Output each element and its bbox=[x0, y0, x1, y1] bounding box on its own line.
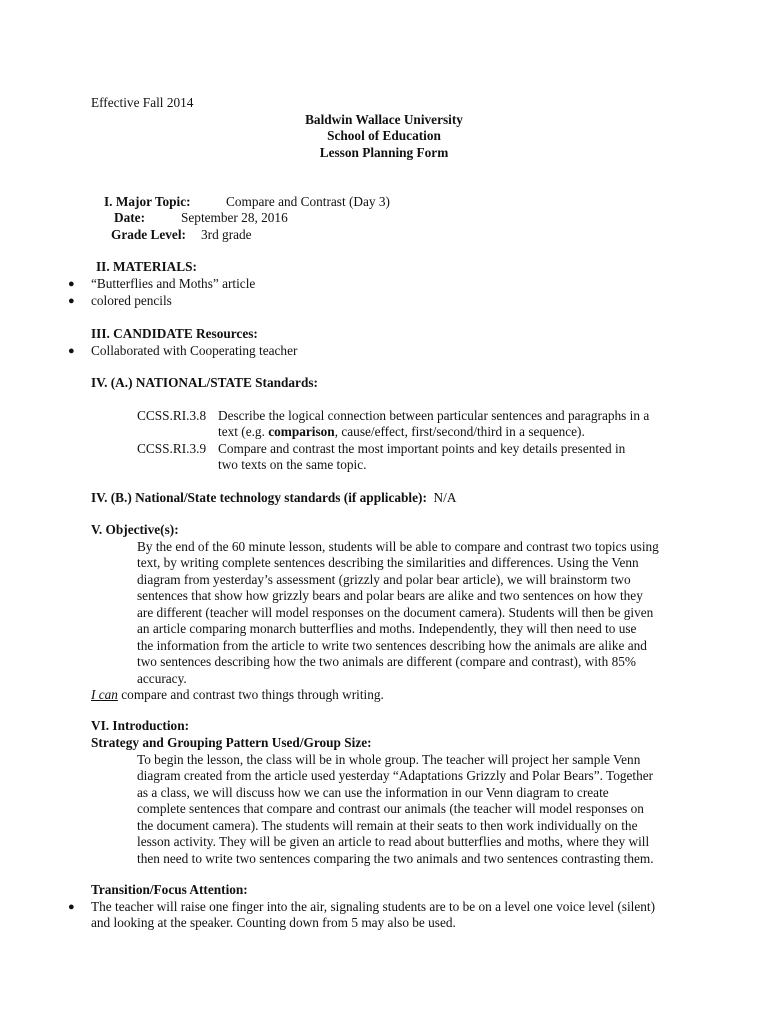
bullet-icon: ● bbox=[68, 345, 75, 357]
objective-line: diagram from yesterday’s assessment (grizzly and polar bear article), we will brainstorm two bbox=[137, 572, 631, 587]
introduction-line: diagram created from the article used yesterday “Adaptations Grizzly and Polar Bears”. Together bbox=[137, 768, 654, 783]
bullet-icon: ● bbox=[68, 278, 75, 290]
i-can-statement bbox=[91, 687, 384, 704]
objective-line: the information from the article to write two sentences describing how the animals are alike and bbox=[137, 638, 647, 653]
standard-code: CCSS.RI.3.8 bbox=[137, 408, 207, 423]
standard-description-line2: two texts on the same topic. bbox=[218, 457, 367, 472]
introduction-line: as a class, we will discuss how we can use the information in our Venn diagram to create bbox=[137, 785, 609, 800]
standard-description: Describe the logical connection between particular sentences and paragraphs in a bbox=[218, 408, 650, 423]
resources-item: Collaborated with Cooperating teacher bbox=[91, 343, 298, 358]
objective-line: text, by writing complete sentences describing the similarities and differences. Using the Venn bbox=[137, 555, 639, 570]
strategy-subheading: Strategy and Grouping Pattern Used/Group Size: bbox=[91, 735, 372, 750]
standard-bold-term: comparison bbox=[268, 424, 335, 439]
transition-heading: Transition/Focus Attention: bbox=[91, 882, 248, 897]
standard-description: Compare and contrast the most important points and key details presented in bbox=[218, 441, 626, 456]
grade-level-label: Grade Level: bbox=[111, 227, 186, 242]
date-label: Date: bbox=[114, 210, 146, 225]
standard-code: CCSS.RI.3.9 bbox=[137, 441, 207, 456]
introduction-line: complete sentences that compare and contrast our animals (the teacher will model responses on bbox=[137, 801, 644, 816]
form-title: Lesson Planning Form bbox=[319, 145, 449, 160]
standard-text: text (e.g. bbox=[218, 424, 269, 439]
standard-text: , cause/effect, first/second/third in a sequence). bbox=[334, 424, 585, 439]
standards-heading: IV. (A.) NATIONAL/STATE Standards: bbox=[91, 375, 318, 390]
transition-line: The teacher will raise one finger into the air, signaling students are to be on a level one voice level (silent) bbox=[91, 899, 656, 914]
materials-item: “Butterflies and Moths” article bbox=[91, 276, 256, 291]
objective-line: two sentences describing how the two animals are different (compare and contrast), with 85% bbox=[137, 654, 636, 669]
objective-line: are different (teacher will model responses on the document camera). Students will then be given bbox=[137, 605, 654, 620]
objective-line: an article comparing monarch butterflies and moths. Independently, they will then need to use bbox=[137, 621, 637, 636]
tech-standards-value: N/A bbox=[433, 490, 457, 505]
resources-heading: III. CANDIDATE Resources: bbox=[91, 326, 258, 341]
i-can-text: compare and contrast two things through writing. bbox=[117, 687, 384, 702]
transition-line: and looking at the speaker. Counting down from 5 may also be used. bbox=[91, 915, 456, 930]
school-name: School of Education bbox=[327, 128, 441, 143]
major-topic-value: Compare and Contrast (Day 3) bbox=[226, 194, 390, 209]
tech-standards bbox=[91, 490, 456, 507]
bullet-icon: ● bbox=[68, 901, 75, 913]
introduction-line: lesson activity. They will be given an article to read about butterflies and moths, where they will bbox=[137, 834, 650, 849]
grade-level-value: 3rd grade bbox=[201, 227, 252, 242]
major-topic-label: I. Major Topic: bbox=[104, 194, 191, 209]
objective-line: By the end of the 60 minute lesson, students will be able to compare and contrast two topics using bbox=[137, 539, 659, 554]
objective-line: accuracy. bbox=[137, 671, 187, 686]
tech-standards-heading: IV. (B.) National/State technology standards (if applicable): bbox=[91, 490, 427, 505]
introduction-heading: VI. Introduction: bbox=[91, 718, 190, 733]
objectives-heading: V. Objective(s): bbox=[91, 522, 179, 537]
materials-heading: II. MATERIALS: bbox=[96, 259, 197, 274]
date-value: September 28, 2016 bbox=[181, 210, 288, 225]
effective-date: Effective Fall 2014 bbox=[91, 95, 194, 110]
objective-line: sentences that show how grizzly bears and polar bears are alike and two sentences on how they bbox=[137, 588, 643, 603]
standard-description-line2 bbox=[218, 424, 585, 441]
introduction-line: then need to write two sentences comparing the two animals and two sentences contrasting them. bbox=[137, 851, 654, 866]
introduction-line: To begin the lesson, the class will be in whole group. The teacher will project her sample Venn bbox=[137, 752, 641, 767]
introduction-line: the document camera). The students will remain at their seats to then work individually on the bbox=[137, 818, 638, 833]
university-name: Baldwin Wallace University bbox=[305, 112, 463, 127]
bullet-icon: ● bbox=[68, 295, 75, 307]
i-can-label: I can bbox=[91, 687, 118, 702]
materials-item: colored pencils bbox=[91, 293, 172, 308]
